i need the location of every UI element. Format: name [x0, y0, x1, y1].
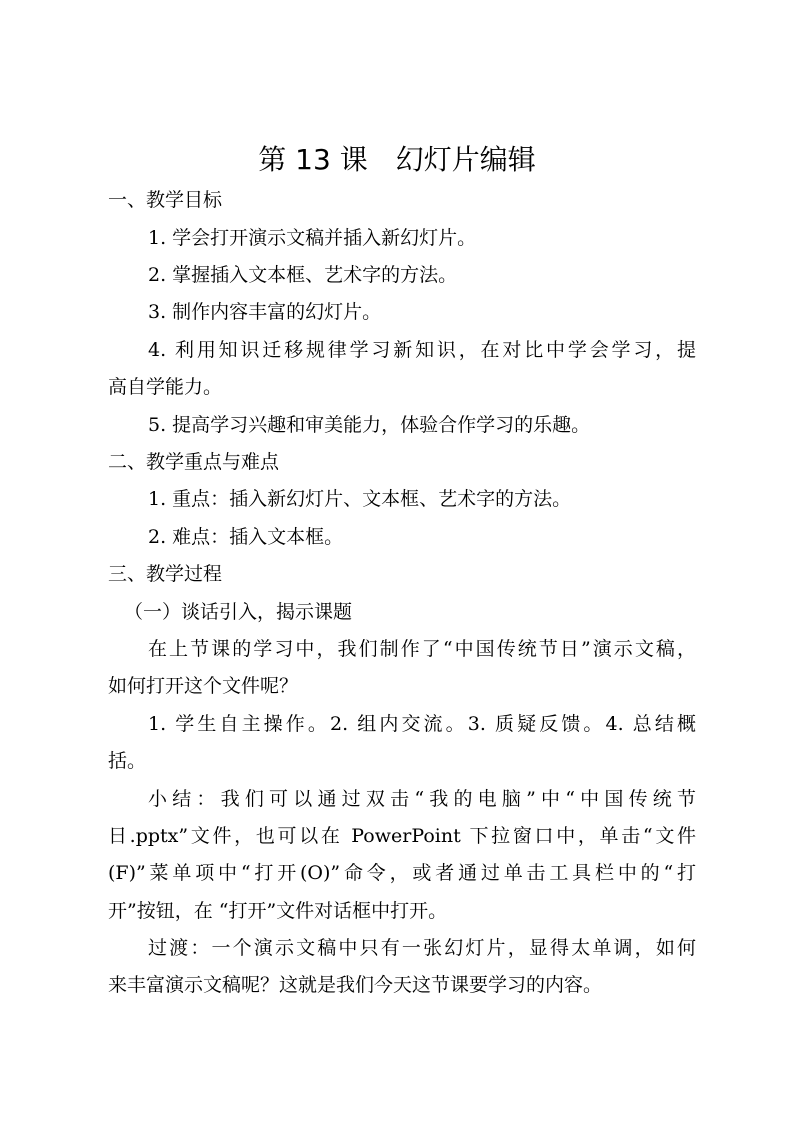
objective-1: 1. 学会打开演示文稿并插入新幻灯片。 — [148, 227, 477, 249]
intro-paragraph-line-1: 在上节课的学习中，我们制作了“中国传统节日”演示文稿， — [148, 638, 696, 660]
section-heading-objectives: 一、教学目标 — [108, 189, 223, 211]
objective-3: 3. 制作内容丰富的幻灯片。 — [148, 301, 382, 323]
key-point-2: 2. 难点：插入文本框。 — [148, 526, 344, 548]
steps-line-2: 括。 — [108, 750, 147, 772]
document-title: 第 13 课 幻灯片编辑 — [258, 143, 536, 176]
steps-line-1: 1. 学生自主操作。2. 组内交流。3. 质疑反馈。4. 总结概 — [148, 713, 696, 735]
objective-2: 2. 掌握插入文本框、艺术字的方法。 — [148, 264, 458, 286]
section-heading-key-points: 二、教学重点与难点 — [108, 451, 280, 473]
summary-line-2: 日.pptx”文件，也可以在 PowerPoint 下拉窗口中，单击“文件 — [108, 825, 696, 847]
transition-line-2: 来丰富演示文稿呢？这就是我们今天这节课要学习的内容。 — [108, 974, 603, 996]
key-point-1: 1. 重点：插入新幻灯片、文本框、艺术字的方法。 — [148, 488, 572, 510]
intro-paragraph-line-2: 如何打开这个文件呢？ — [108, 675, 299, 697]
transition-line-1: 过渡：一个演示文稿中只有一张幻灯片，显得太单调，如何 — [148, 937, 696, 959]
objective-4-line-1: 4. 利用知识迁移规律学习新知识，在对比中学会学习，提 — [148, 339, 696, 361]
summary-line-4: 开”按钮，在 “打开”文件对话框中打开。 — [108, 900, 448, 922]
section-heading-process: 三、教学过程 — [108, 563, 223, 585]
summary-line-1: 小结：我们可以通过双击“我的电脑”中“中国传统节 — [148, 788, 696, 810]
summary-line-3: (F)”菜单项中“打开(O)”命令，或者通过单击工具栏中的“打 — [108, 862, 696, 884]
objective-4-line-2: 高自学能力。 — [108, 376, 223, 398]
objective-5: 5. 提高学习兴趣和审美能力，体验合作学习的乐趣。 — [148, 414, 591, 436]
subsection-heading-intro: （一）谈话引入，揭示课题 — [124, 601, 353, 623]
